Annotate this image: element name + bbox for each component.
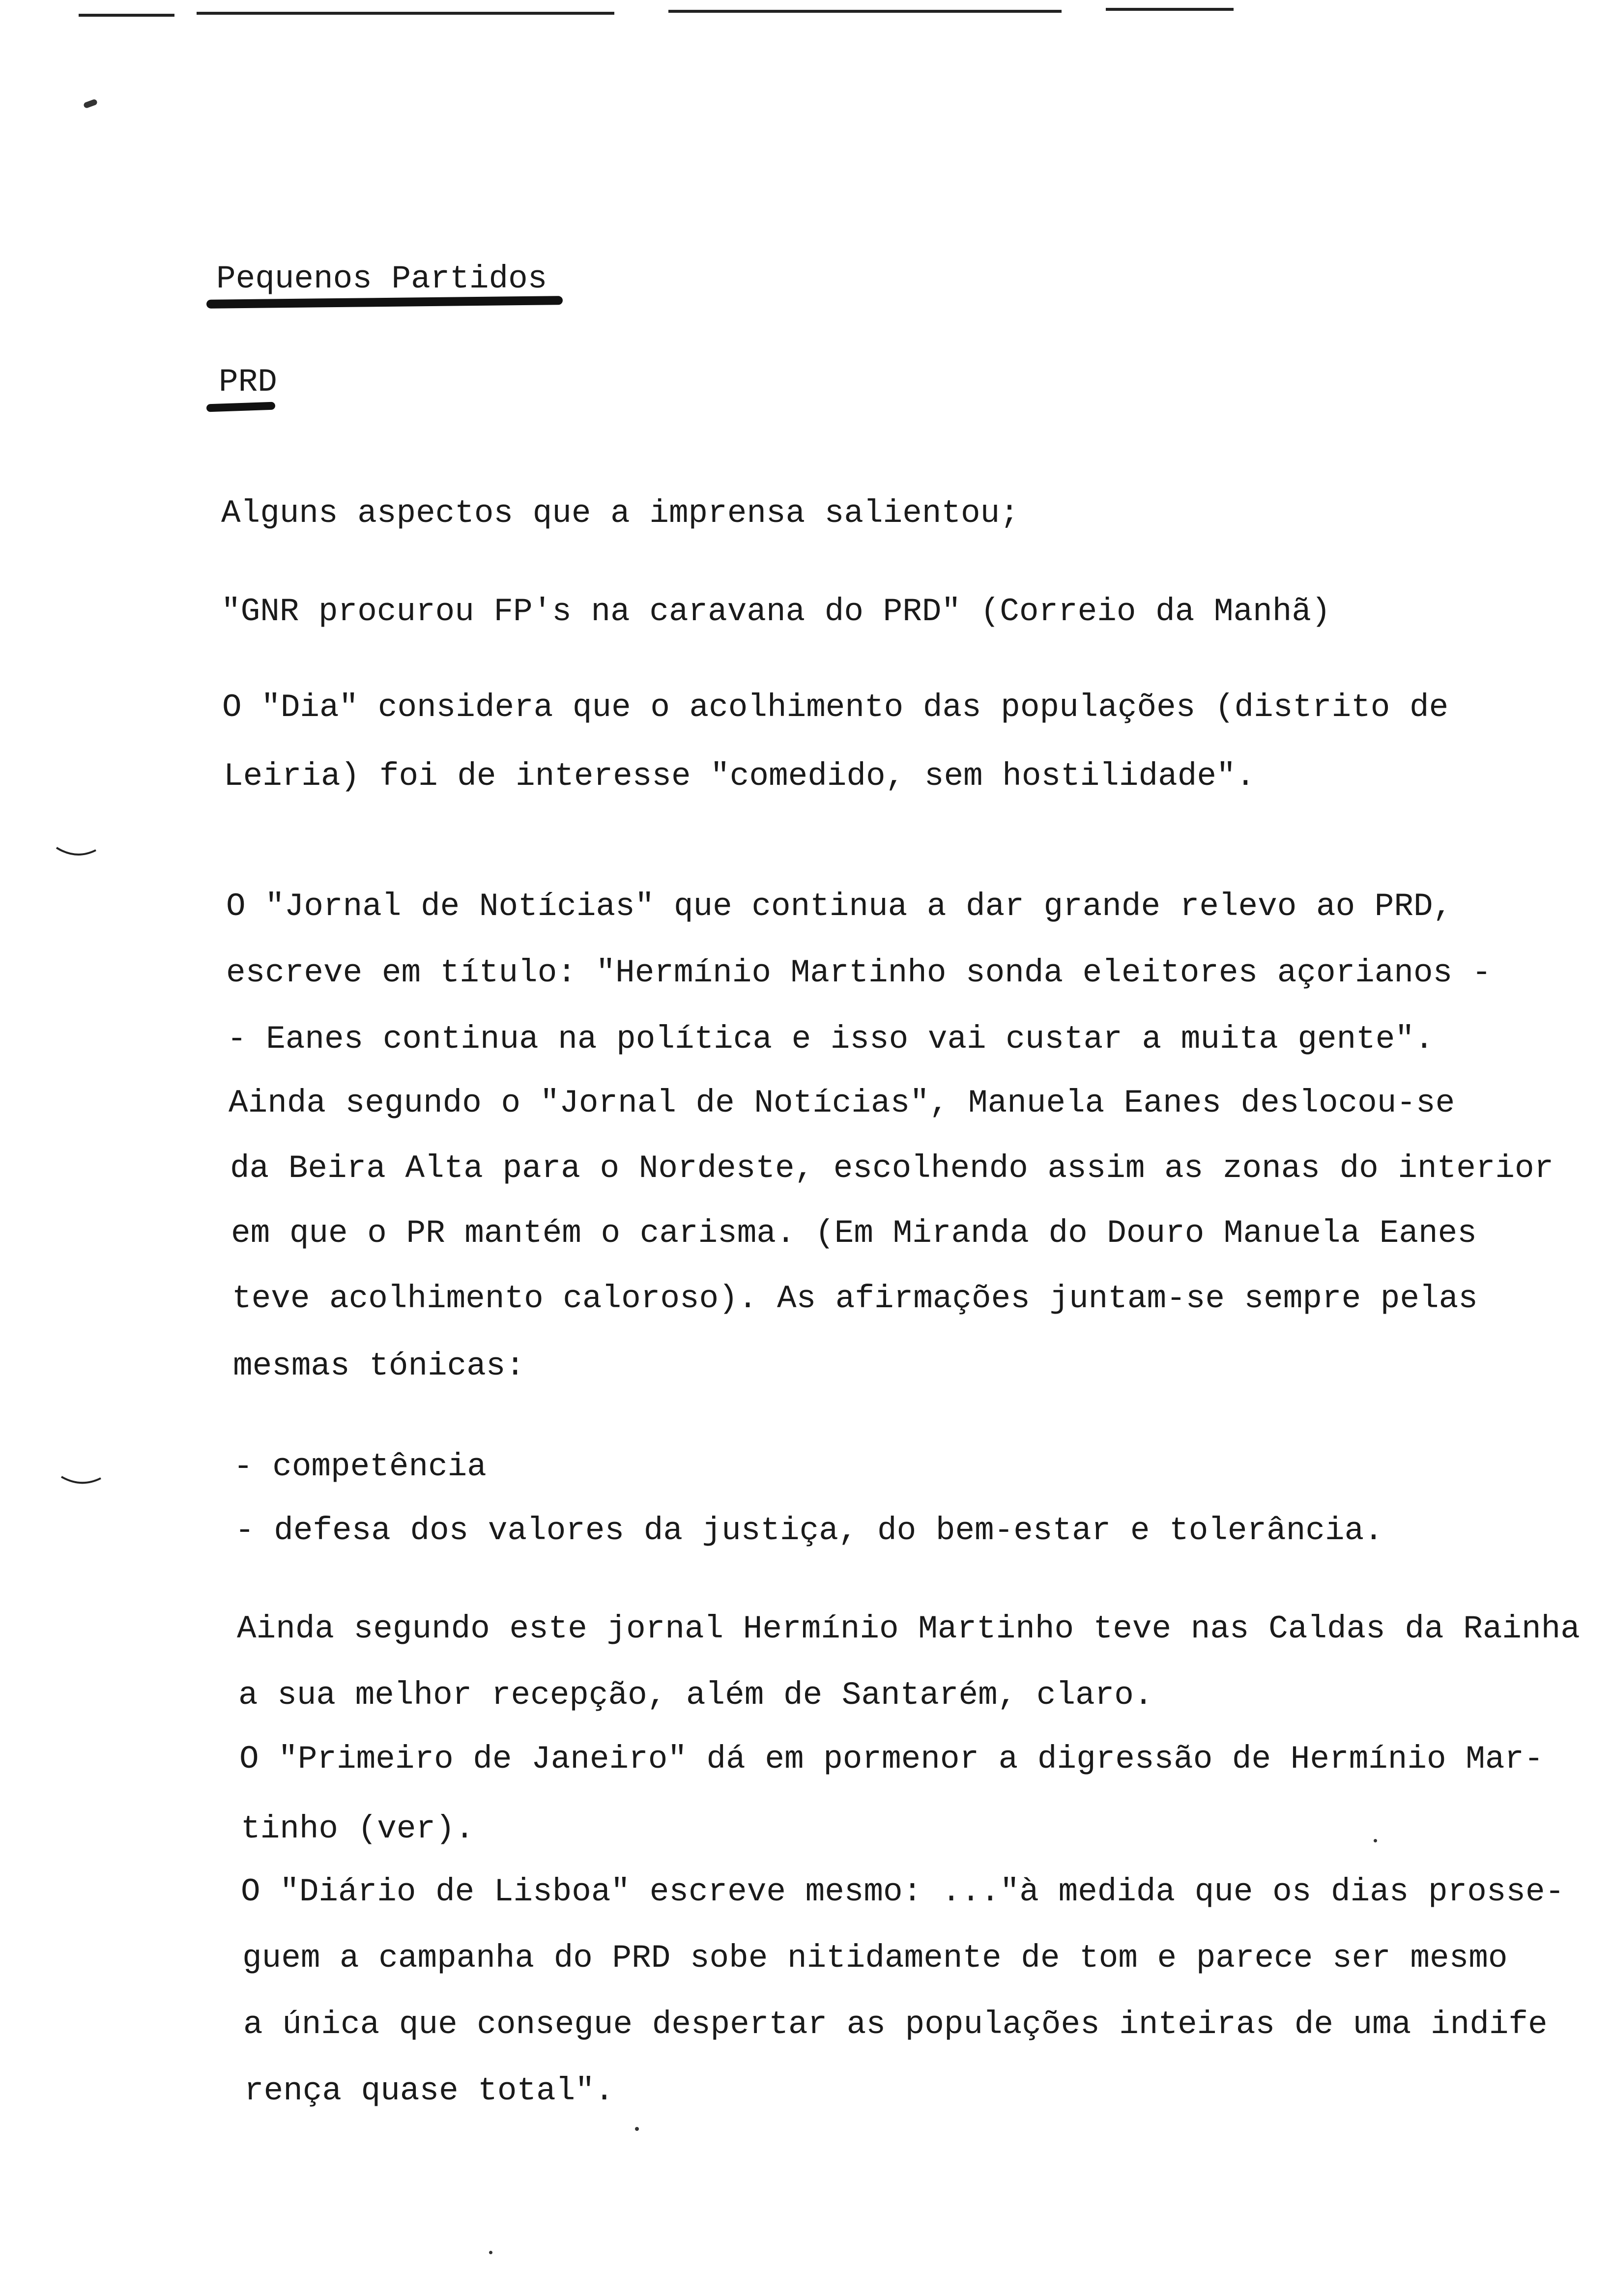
body-line: O "Diário de Lisboa" escreve mesmo: ..."à medida que os dias prosse- [241,1873,1565,1910]
body-line: escreve em título: "Hermínio Martinho sonda eleitores açorianos - [226,954,1492,991]
speck [635,2127,639,2131]
speck [489,2251,492,2254]
body-line: guem a campanha do PRD sobe nitidamente de tom e parece ser mesmo [242,1940,1508,1977]
body-line: O "Primeiro de Janeiro" dá em pormenor a digressão de Hermínio Mar- [239,1741,1544,1778]
top-rule-2 [197,12,614,15]
body-line: "GNR procurou FP's na caravana do PRD" (Correio da Manhã) [221,593,1331,630]
section-underline [206,402,275,412]
list-item: - competência [233,1448,487,1485]
body-line: Ainda segundo este jornal Hermínio Martinho teve nas Caldas da Rainha [237,1610,1580,1647]
body-line: da Beira Alta para o Nordeste, escolhendo assim as zonas do interior [230,1150,1554,1187]
margin-hole-mark-2 [59,1474,103,1489]
body-line: O "Dia" considera que o acolhimento das populações (distrito de [222,689,1449,726]
body-line: Alguns aspectos que a imprensa salientou; [221,495,1019,532]
body-line: rença quase total". [244,2072,614,2109]
top-rule-3 [668,10,1062,13]
body-line: em que o PR mantém o carisma. (Em Miranda do Douro Manuela Eanes [231,1215,1477,1252]
body-line: mesmas tónicas: [233,1348,525,1384]
body-line: O "Jornal de Notícias" que continua a dar grande relevo ao PRD, [226,888,1453,925]
body-line: - Eanes continua na política e isso vai custar a muita gente". [227,1021,1434,1058]
body-line: Ainda segundo o "Jornal de Notícias", Manuela Eanes deslocou-se [229,1085,1455,1121]
body-line: teve acolhimento caloroso). As afirmações juntam-se sempre pelas [232,1280,1478,1317]
section-heading: PRD [219,364,277,401]
list-item: - defesa dos valores da justiça, do bem-estar e tolerância. [235,1512,1383,1549]
margin-hole-mark-1 [54,845,98,860]
body-line: Leiria) foi de interesse "comedido, sem hostilidade". [224,758,1256,795]
speck [1374,1839,1377,1842]
top-rule-1 [79,14,174,17]
top-rule-4 [1106,8,1234,11]
scan-mark [83,99,98,109]
body-line: a única que consegue despertar as populações inteiras de uma indife [243,2006,1548,2043]
body-line: tinho (ver). [241,1810,475,1847]
page-title: Pequenos Partidos [216,260,547,297]
body-line: a sua melhor recepção, além de Santarém, claro. [238,1677,1153,1714]
